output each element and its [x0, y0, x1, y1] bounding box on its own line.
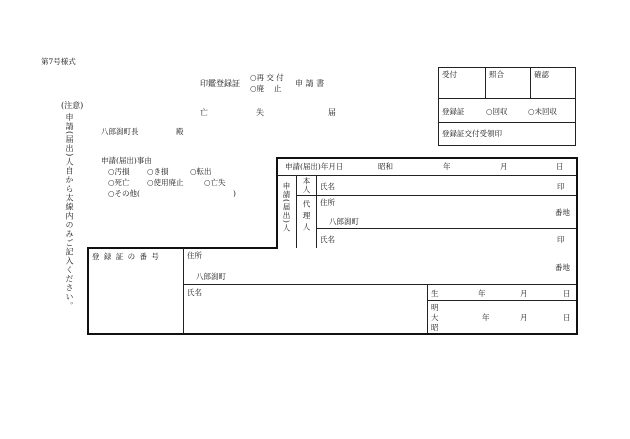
reason-item: ○転出 [190, 167, 212, 176]
birth-year-2: 年 [482, 313, 490, 322]
option-reissue: ○再 交 付 [250, 73, 284, 82]
self-seal: 印 [557, 182, 565, 191]
birth-label: 生 [431, 289, 439, 298]
applicant-label: 申請(届出)人 [282, 182, 291, 233]
reason-item: ○死亡 [108, 178, 130, 187]
application-label: 申 請 書 [295, 79, 325, 88]
note-text: 申請(届出)人自から太線内のみご記入ください。 [65, 113, 74, 311]
era-showa: 昭 [431, 323, 439, 332]
office-tourokusho: 登録証 [442, 107, 465, 116]
holder-address-label: 住所 [187, 251, 202, 260]
era-taisho: 大 [431, 313, 439, 322]
office-shogo: 照合 [489, 70, 504, 79]
agent-label: 代理人 [302, 200, 311, 235]
birth-year: 年 [478, 289, 486, 298]
agent-seal: 印 [557, 235, 565, 244]
office-mikaishu: ○未回収 [528, 107, 558, 116]
option-abolish: ○廃 止 [250, 84, 282, 93]
agent-banchi: 番地 [555, 208, 570, 217]
birth-month: 月 [520, 289, 528, 298]
reason-item: ○使用廃止 [147, 178, 184, 187]
holder-town: 八郎潟町 [196, 272, 226, 281]
reason-item: ○汚損 [108, 167, 130, 176]
note-label: (注意) [61, 101, 84, 110]
agent-town: 八郎潟町 [329, 217, 359, 226]
self-name-label: 氏名 [320, 182, 335, 191]
agent-address-label: 住所 [320, 198, 335, 207]
reason-item: ○き損 [147, 167, 169, 176]
seal-registration-title: 印鑑登録証 [200, 79, 240, 88]
form-number: 第7号様式 [41, 57, 76, 66]
reason-other-close: ) [233, 189, 236, 198]
birth-month-2: 月 [520, 313, 528, 322]
era-meiji: 明 [431, 303, 439, 312]
reason-item: ○亡失 [204, 178, 226, 187]
date-day: 日 [556, 162, 564, 171]
office-jushin: 登録証交付受領印 [442, 129, 502, 138]
office-kakunin: 確認 [534, 70, 549, 79]
birth-day: 日 [563, 289, 571, 298]
office-kaishu: ○回収 [486, 107, 508, 116]
lost-notice-label: 亡 失 届 [200, 108, 336, 117]
reg-number-label: 登 録 証 の 番 号 [92, 252, 160, 261]
birth-day-2: 日 [563, 313, 571, 322]
reason-title: 申請(届出)事由 [101, 156, 152, 165]
date-month: 月 [500, 162, 508, 171]
addressee: 八郎潟町長 殿 [101, 127, 184, 136]
date-era: 昭和 [378, 162, 393, 171]
date-year: 年 [443, 162, 451, 171]
reason-other: ○その他( [108, 189, 140, 198]
office-uketsuke: 受付 [442, 70, 457, 79]
holder-banchi: 番地 [555, 263, 570, 272]
holder-name-label: 氏名 [187, 288, 202, 297]
agent-name-label: 氏名 [320, 235, 335, 244]
self-label: 本人 [302, 177, 311, 194]
date-label: 申請(届出)年月日 [285, 162, 344, 171]
